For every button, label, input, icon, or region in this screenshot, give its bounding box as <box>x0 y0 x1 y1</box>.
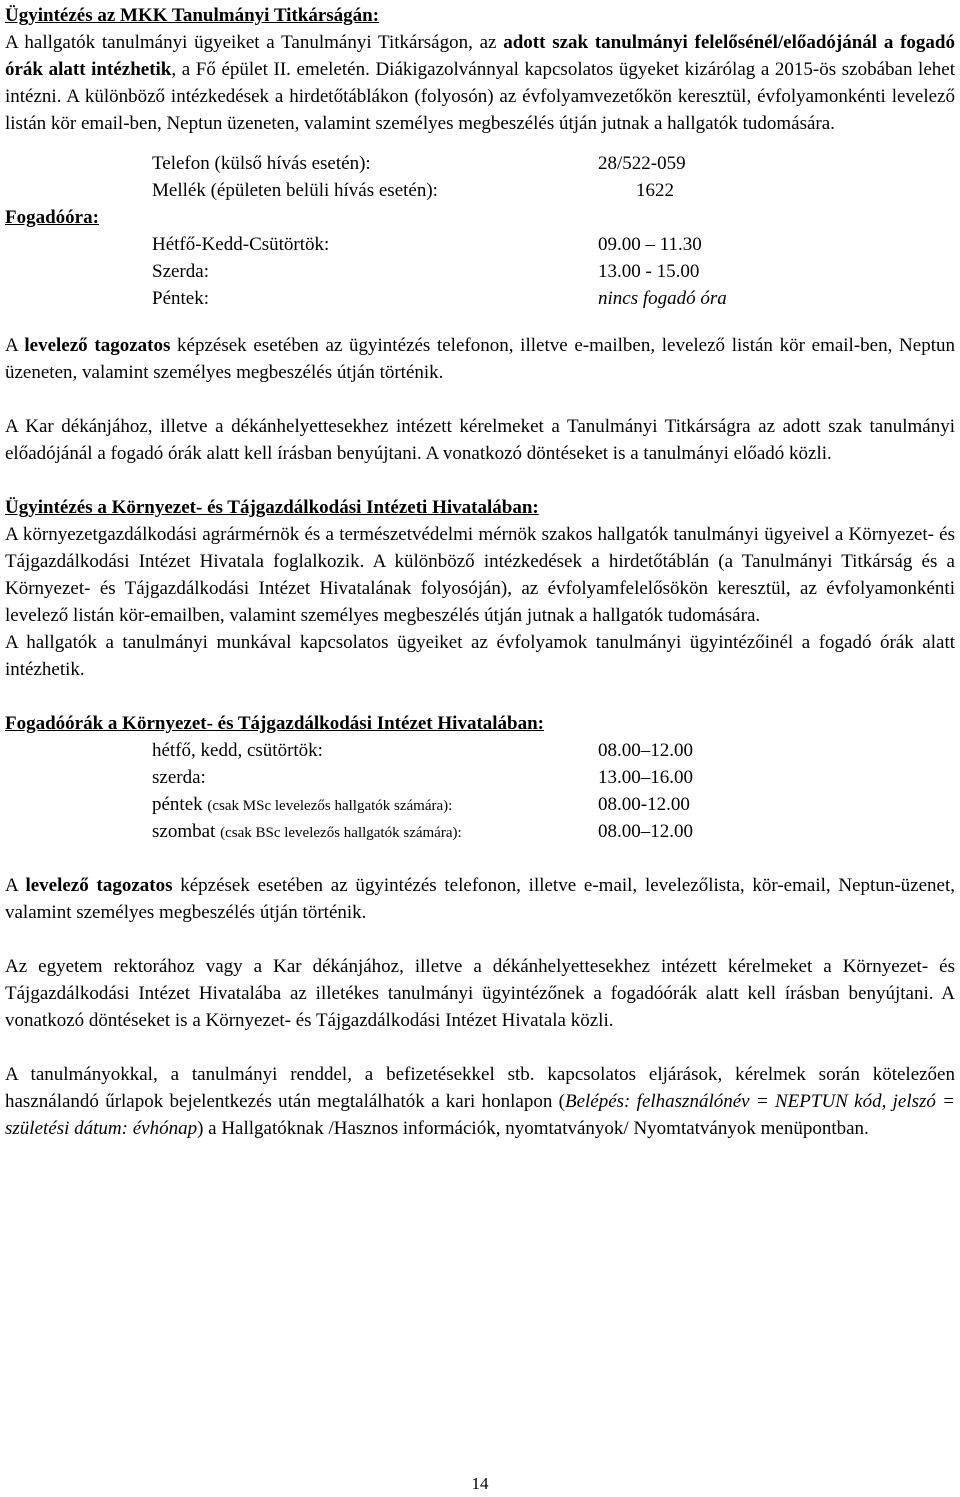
office-hours-block <box>5 150 955 312</box>
paragraph-dean-requests: A Kar dékánjához, illetve a dékánhelyettesekhez intézett kérelmeket a Tanulmányi Titkárságra az adott szak tanulmányi előadójánál a fogadó órák alatt kell írásban benyújtani. A vonatkozó döntéseket is a tanulmányi előadó közli. <box>5 416 955 464</box>
hours-row <box>5 791 955 818</box>
paragraph-spacer <box>5 683 955 710</box>
document-page <box>5 2 955 1142</box>
hours-day-with-note <box>152 791 452 820</box>
page-number: 14 <box>471 1474 489 1493</box>
hours-row <box>5 258 955 285</box>
hours-row <box>5 285 955 312</box>
text-run: képzések esetében az ügyintézés telefonon, illetve e-mailben, levelező listán kör email-ben, Neptun üzeneten, valamint személyes megbeszélés útján történik. <box>5 335 955 383</box>
text-run: ) a Hallgatóknak /Hasznos információk, nyomtatványok/ Nyomtatványok menüpontban. <box>197 1118 869 1139</box>
paragraph-spacer <box>5 467 955 494</box>
paragraph-spacer <box>5 386 955 413</box>
phone-label: Telefon (külső hívás esetén): <box>152 153 371 174</box>
phone-value: 28/522-059 <box>598 153 686 174</box>
hours-day: szombat <box>152 821 216 842</box>
paragraph-spacer <box>5 1034 955 1061</box>
text-run: , a Fő épület II. emeletén. Diákigazolvánnyal kapcsolatos ügyeket kizárólag a 2015-ös szobában lehet intézni. A különböző intézkedések a hirdetőtáblákon (folyosón) az évfolyamvezetőkön keresztül, évfolyamonkénti levelező listán kör email-ben, Neptun üzeneten, valamint személyes megbeszélés útján jutnak a hallgatók tudomására. <box>5 59 955 134</box>
hours-day: péntek <box>152 794 203 815</box>
paragraph-institute-intro: A környezetgazdálkodási agrármérnök és a természetvédelmi mérnök szakos hallgatók tanulmányi ügyeivel a Környezet- és Tájgazdálkodási Intézet Hivatala foglalkozik. A különböző intézkedések a hirdetőtáblán (a Tanulmányi Titkárság és a Környezet- és Tájgazdálkodási Intézet Hivatalának folyosóján), az évfolyamfelelősökön keresztül, az évfolyamonkénti levelező listán kör-emailben, valamint személyes megbeszélés útján jutnak a hallgatók tudomására. <box>5 524 955 626</box>
office-hours-label: Fogadóóra: <box>5 207 99 228</box>
hours-day: Péntek: <box>152 288 209 309</box>
hours-row <box>5 818 955 845</box>
spacer-row <box>5 204 955 231</box>
hours-note: (csak BSc levelezős hallgatók számára): <box>220 825 462 841</box>
paragraph-forms <box>5 1061 955 1142</box>
hours-day: szerda: <box>152 767 206 788</box>
text-run: A hallgatók tanulmányi ügyeiket a Tanulmányi Titkárságon, az <box>5 32 504 53</box>
hours-row <box>5 764 955 791</box>
bold-text-run: levelező tagozatos <box>25 875 173 896</box>
hours-time: 13.00 - 15.00 <box>598 261 700 282</box>
extension-label: Mellék (épületen belüli hívás esetén): <box>152 180 438 201</box>
section-title-mkk: Ügyintézés az MKK Tanulmányi Titkárságán: <box>5 5 380 26</box>
extension-row <box>5 177 955 204</box>
section-title-institute-hours: Fogadóórák a Környezet- és Tájgazdálkodási Intézet Hivatalában: <box>5 713 545 734</box>
hours-row <box>5 737 955 764</box>
institute-hours-table <box>5 737 955 845</box>
text-run: A <box>5 875 26 896</box>
paragraph-spacer <box>5 845 955 872</box>
paragraph-spacer <box>5 926 955 953</box>
hours-time: 08.00–12.00 <box>598 821 693 842</box>
hours-day-with-note <box>152 818 462 847</box>
italic-text-run: Belépés: felhasználónév = NEPTUN kód, jelszó = születési dátum: évhónap <box>5 1091 956 1139</box>
paragraph-rector-requests: Az egyetem rektorához vagy a Kar dékánjához, illetve a dékánhelyettesekhez intézett kérelmeket a Környezet- és Tájgazdálkodási Intézet Hivatalába az illetékes tanulmányi ügyintézőnek a fogadóórák alatt kell írásban benyújtani. A vonatkozó döntéseket is a Környezet- és Tájgazdálkodási Intézet Hivatala közli. <box>5 956 955 1031</box>
hours-time: nincs fogadó óra <box>598 288 727 309</box>
hours-day: Hétfő-Kedd-Csütörtök: <box>152 234 330 255</box>
text-run: A tanulmányokkal, a tanulmányi renddel, a befizetésekkel stb. kapcsolatos eljárások, kérelmek során kötelezően használandó űrlapok bejelentkezés után megtalálhatók a kari honlapon ( <box>5 1064 955 1112</box>
text-run: képzések esetében az ügyintézés telefonon, illetve e-mail, levelezőlista, kör-email, Neptun-üzenet, valamint személyes megbeszélés útján történik. <box>5 875 955 923</box>
phone-row <box>5 150 955 177</box>
hours-note: (csak MSc levelezős hallgatók számára): <box>207 798 453 814</box>
hours-time: 13.00–16.00 <box>598 767 693 788</box>
bold-text-run: adott szak tanulmányi felelősénél/előadójánál a fogadó órák alatt intézhetik <box>5 32 955 80</box>
extension-value: 1622 <box>636 180 674 201</box>
paragraph-spacer <box>5 312 955 332</box>
hours-day: hétfő, kedd, csütörtök: <box>152 740 323 761</box>
hours-day: Szerda: <box>152 261 209 282</box>
paragraph-mkk-intro <box>5 29 955 137</box>
hours-time: 08.00–12.00 <box>598 740 693 761</box>
hours-time: 08.00-12.00 <box>598 794 690 815</box>
paragraph-correspondence-institute <box>5 872 955 926</box>
hours-time: 09.00 – 11.30 <box>598 234 702 255</box>
paragraph-institute-hours: A hallgatók a tanulmányi munkával kapcsolatos ügyeiket az évfolyamok tanulmányi ügyintézőinél a fogadó órák alatt intézhetik. <box>5 632 955 680</box>
section-title-institute: Ügyintézés a Környezet- és Tájgazdálkodási Intézeti Hivatalában: <box>5 497 539 518</box>
bold-text-run: levelező tagozatos <box>24 335 171 356</box>
hours-row <box>5 231 955 258</box>
text-run: A <box>5 335 25 356</box>
paragraph-correspondence <box>5 332 955 386</box>
